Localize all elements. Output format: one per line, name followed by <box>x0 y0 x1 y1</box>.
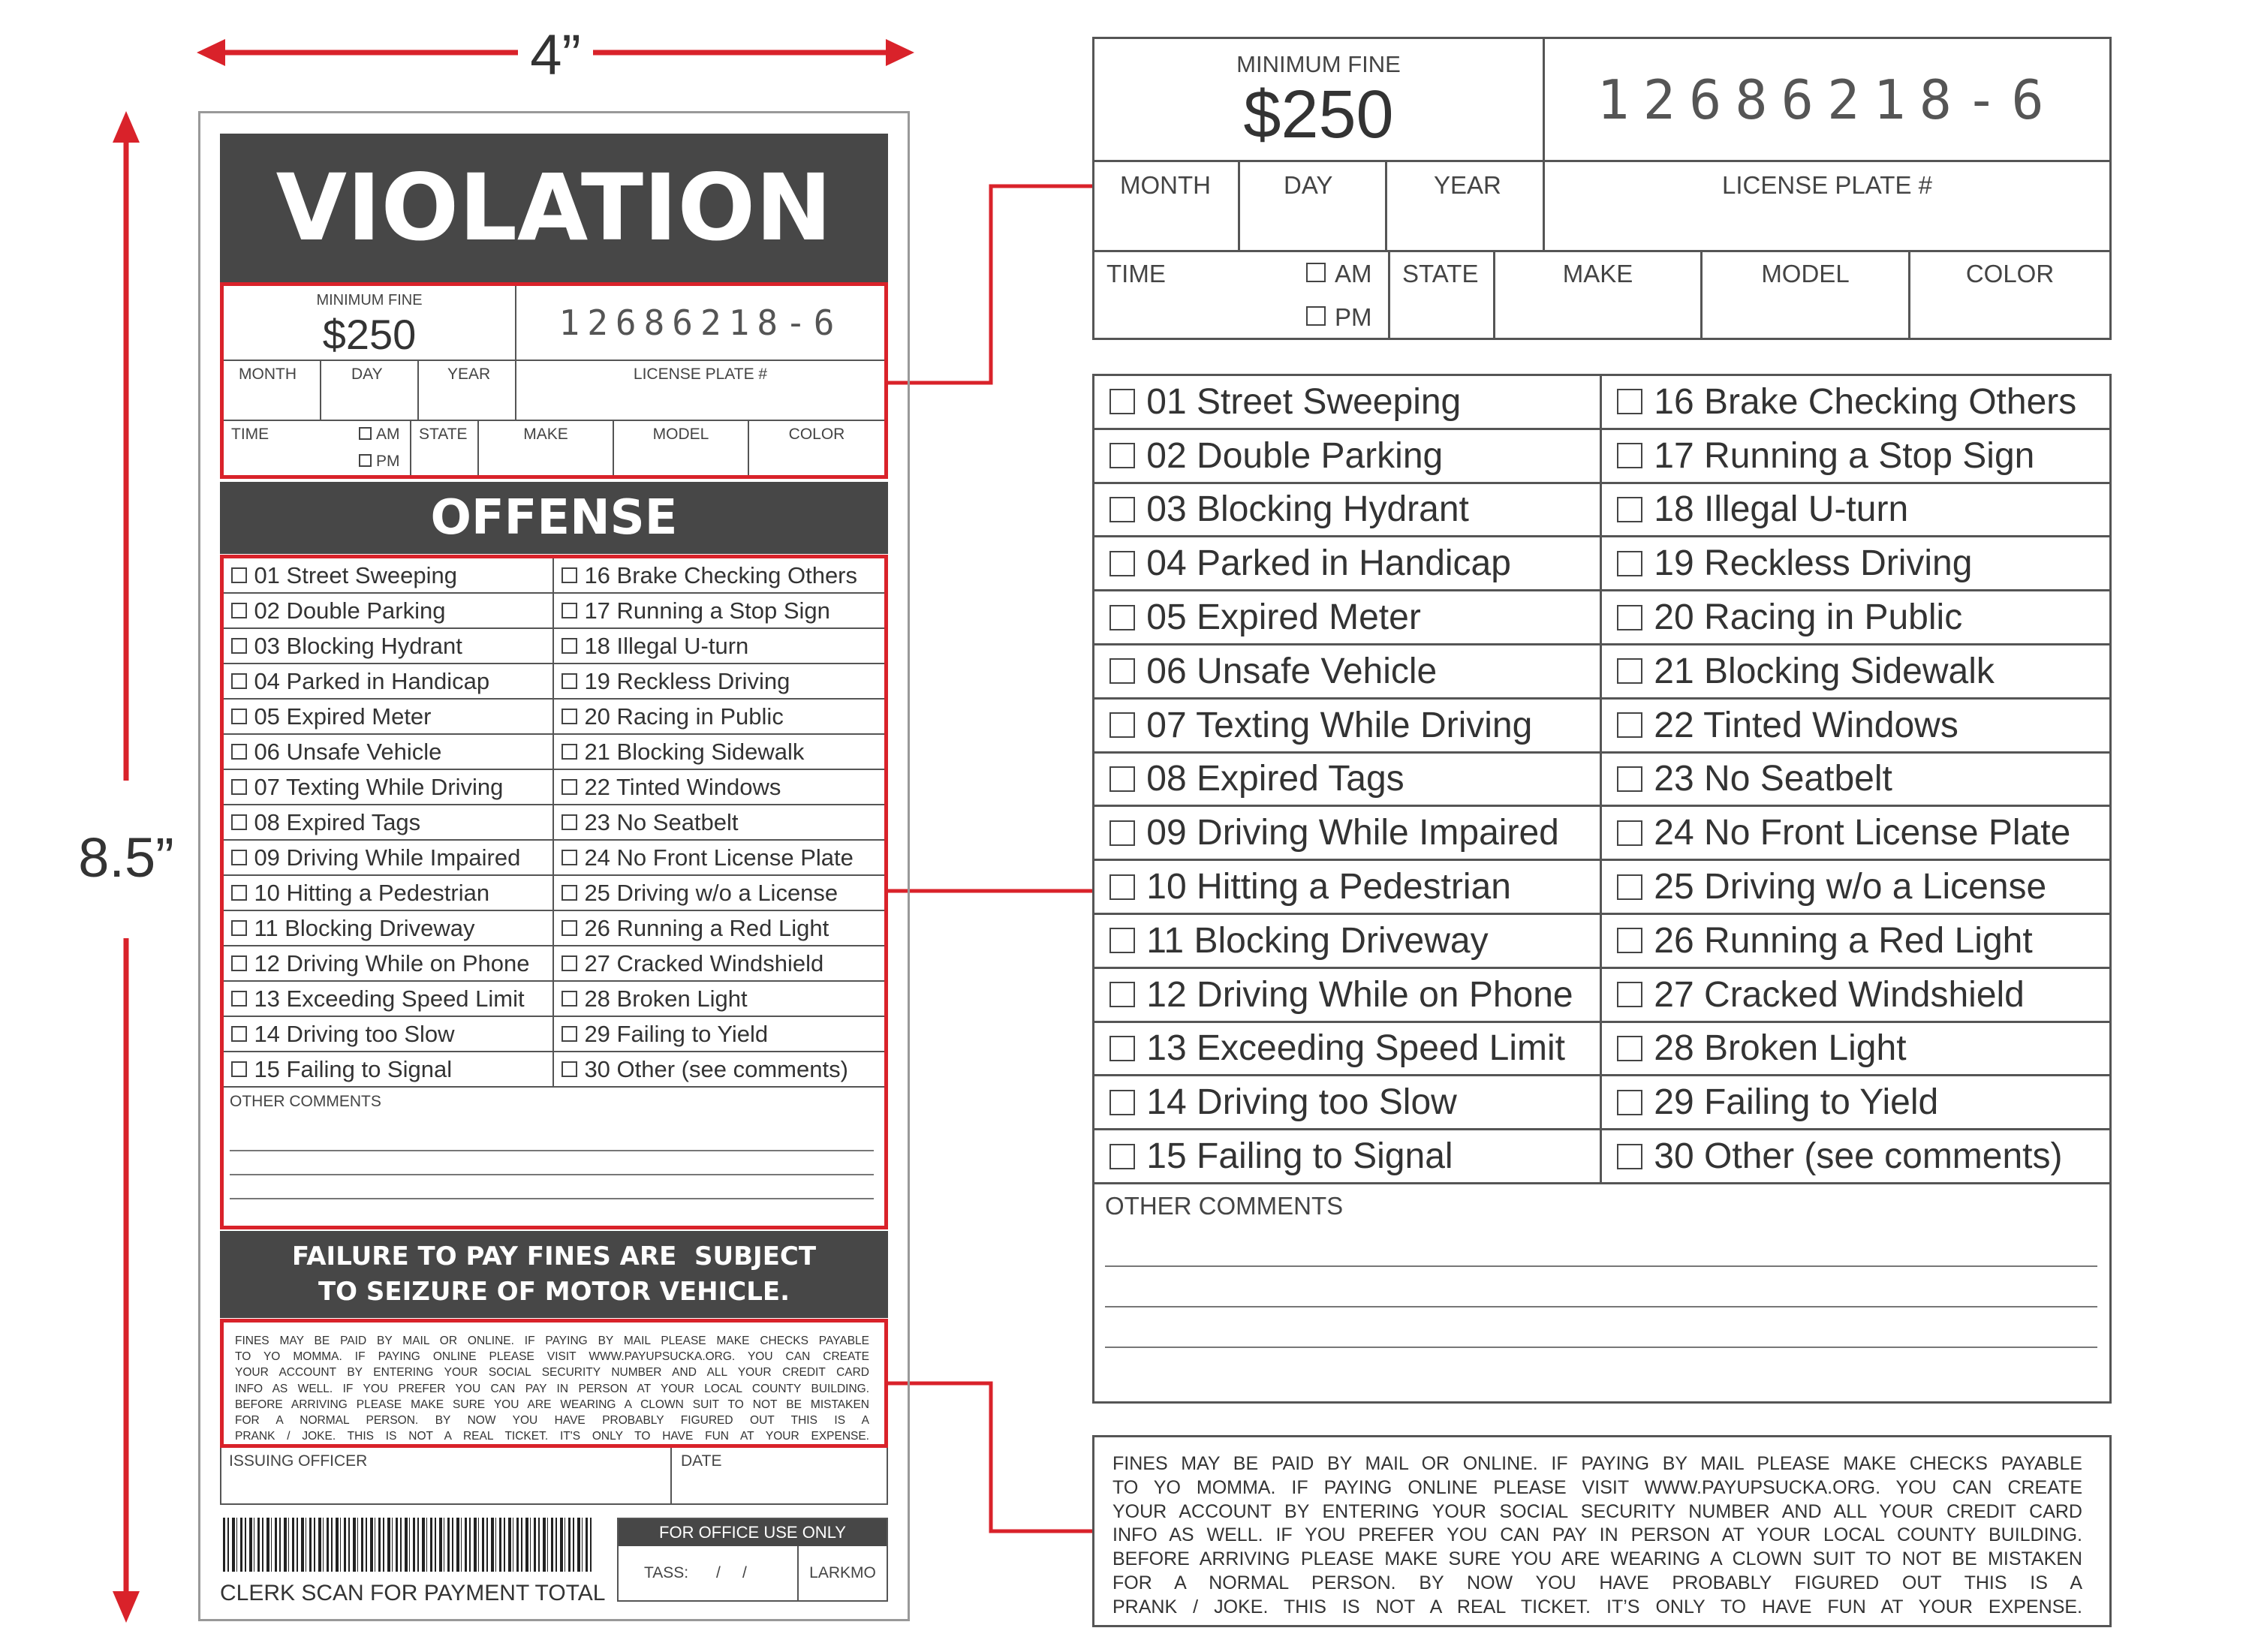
offense-label: 25 Driving w/o a License <box>1654 867 2047 907</box>
offense-label: 02 Double Parking <box>254 597 446 624</box>
small-offense-item[interactable] <box>554 770 884 805</box>
offense-checkbox[interactable] <box>1109 1144 1135 1169</box>
offense-label: 01 Street Sweeping <box>254 561 458 588</box>
offense-label: 26 Running a Red Light <box>584 914 829 941</box>
year-label: YEAR <box>447 366 491 383</box>
offense-checkbox[interactable] <box>1617 389 1642 414</box>
enlarged-day-cell[interactable] <box>1240 162 1387 250</box>
large-offense-item[interactable] <box>1602 1023 2109 1077</box>
width-arrow-left-head <box>197 39 225 66</box>
large-offense-item[interactable] <box>1602 807 2109 861</box>
enlarged-state-label: STATE <box>1402 260 1479 287</box>
offense-checkbox[interactable] <box>561 779 577 795</box>
offense-label: 08 Expired Tags <box>1146 759 1404 799</box>
large-offense-item[interactable] <box>1602 591 2109 645</box>
large-offense-item[interactable] <box>1094 537 1602 591</box>
offense-label: 09 Driving While Impaired <box>254 844 521 871</box>
comment-lines-large[interactable] <box>1105 1226 2097 1377</box>
offense-label: 16 Brake Checking Others <box>1654 381 2077 422</box>
enlarged-month-cell[interactable] <box>1094 162 1240 250</box>
enlarged-date-row <box>1094 162 2109 252</box>
offense-checkbox[interactable] <box>1109 443 1135 468</box>
month-label: MONTH <box>239 366 297 383</box>
tass-cell[interactable] <box>619 1546 799 1600</box>
day-label: DAY <box>351 366 383 383</box>
offense-checkbox[interactable] <box>1617 1144 1642 1169</box>
offense-checkbox[interactable] <box>1109 766 1135 792</box>
offense-checkbox[interactable] <box>1617 982 1642 1007</box>
barcode <box>223 1518 593 1572</box>
offense-label: 17 Running a Stop Sign <box>584 597 830 624</box>
small-offense-item[interactable] <box>224 911 554 946</box>
offense-label: 15 Failing to Signal <box>254 1055 453 1082</box>
offense-label: 20 Racing in Public <box>1654 597 1963 638</box>
make-cell[interactable] <box>479 421 614 475</box>
offense-checkbox[interactable] <box>231 920 247 936</box>
small-fine-print-line: TO YO MOMMA. IF PAYING ONLINE PLEASE VISIT WWW.PAYUPSUCKA.ORG. YOU CAN CREATE <box>235 1350 869 1364</box>
enlarged-model-label: MODEL <box>1761 260 1850 287</box>
offense-label: 18 Illegal U-turn <box>1654 489 1909 530</box>
office-use-box <box>617 1518 888 1602</box>
height-label: 8.5” <box>78 826 174 889</box>
large-offense-item[interactable] <box>1602 484 2109 538</box>
clerk-scan-label: CLERK SCAN FOR PAYMENT TOTAL <box>220 1581 606 1605</box>
offense-label: 07 Texting While Driving <box>254 773 504 800</box>
large-offense-item[interactable] <box>1094 1130 1602 1184</box>
large-offense-item[interactable] <box>1094 484 1602 538</box>
offense-checkbox[interactable] <box>561 1061 577 1077</box>
offense-label: 01 Street Sweeping <box>1146 381 1462 422</box>
offense-checkbox[interactable] <box>1109 497 1135 522</box>
small-offense-item[interactable] <box>224 876 554 911</box>
large-offense-item[interactable] <box>1602 376 2109 430</box>
small-offense-item[interactable] <box>224 558 554 594</box>
issuing-officer-cell[interactable] <box>221 1448 672 1503</box>
offense-checkbox[interactable] <box>231 1026 247 1042</box>
offense-label: 30 Other (see comments) <box>1654 1136 2063 1177</box>
offense-checkbox[interactable] <box>231 709 247 724</box>
offense-checkbox[interactable] <box>1617 1036 1642 1061</box>
day-cell[interactable] <box>321 361 419 420</box>
offense-checkbox[interactable] <box>561 814 577 830</box>
offense-checkbox[interactable] <box>1109 820 1135 846</box>
width-arrow-right-head <box>886 39 914 66</box>
small-fine-print-line: INFO AS WELL. IF YOU PREFER YOU CAN PAY IN PERSON AT YOUR LOCAL COUNTY BUILDING. <box>235 1382 869 1395</box>
large-offense-item[interactable] <box>1602 1130 2109 1184</box>
offense-label: 18 Illegal U-turn <box>584 632 749 659</box>
large-fine-print-line: FINES MAY BE PAID BY MAIL OR ONLINE. IF PAYING BY MAIL PLEASE MAKE CHECKS PAYABLE <box>1112 1453 2082 1474</box>
offense-label: 29 Failing to Yield <box>1654 1082 1939 1123</box>
enlarged-ticket-number-cell <box>1545 39 2109 162</box>
width-label: 4” <box>530 23 581 87</box>
small-offense-item[interactable] <box>554 841 884 876</box>
offense-checkbox[interactable] <box>1109 874 1135 900</box>
offense-checkbox[interactable] <box>1109 658 1135 684</box>
offense-checkbox[interactable] <box>561 920 577 936</box>
offense-label: 04 Parked in Handicap <box>254 667 490 694</box>
enlarged-month-label: MONTH <box>1120 171 1211 199</box>
connector-line-top <box>887 186 1092 383</box>
large-offense-item[interactable] <box>1094 915 1602 969</box>
offense-label: 28 Broken Light <box>584 985 748 1012</box>
height-arrow-top-head <box>113 111 140 143</box>
offense-label: 21 Blocking Sidewalk <box>584 738 805 765</box>
fine-cell <box>224 286 516 361</box>
offense-checkbox[interactable] <box>231 673 247 689</box>
large-fine-print-line: INFO AS WELL. IF YOU PREFER YOU CAN PAY IN PERSON AT YOUR LOCAL COUNTY BUILDING. <box>1112 1524 2082 1546</box>
offense-checkbox[interactable] <box>231 1061 247 1077</box>
offense-label: 23 No Seatbelt <box>1654 759 1892 799</box>
large-offense-item[interactable] <box>1094 1076 1602 1130</box>
year-cell[interactable] <box>419 361 516 420</box>
enlarged-vehicle-row <box>1094 252 2109 338</box>
offense-label: 23 No Seatbelt <box>584 808 739 835</box>
offense-checkbox[interactable] <box>1617 766 1642 792</box>
enlarged-am-checkbox[interactable] <box>1306 263 1326 282</box>
offense-label: 16 Brake Checking Others <box>584 561 858 588</box>
violation-header <box>220 134 888 282</box>
large-offense-item[interactable] <box>1094 861 1602 915</box>
offense-label: 03 Blocking Hydrant <box>1146 489 1469 530</box>
enlarged-year-cell[interactable] <box>1387 162 1545 250</box>
offense-header <box>220 482 888 554</box>
offense-label: 25 Driving w/o a License <box>584 879 838 906</box>
tass-slashes: / / <box>716 1564 747 1581</box>
offense-label: 08 Expired Tags <box>254 808 421 835</box>
large-offense-item[interactable] <box>1094 754 1602 808</box>
large-offense-item[interactable] <box>1602 969 2109 1023</box>
offense-checkbox[interactable] <box>231 885 247 901</box>
offense-checkbox[interactable] <box>231 955 247 971</box>
offense-checkbox[interactable] <box>231 850 247 865</box>
enlarged-ticket-number: 12686218-6 <box>1597 68 2058 131</box>
offense-checkbox[interactable] <box>1617 497 1642 522</box>
offense-label: 04 Parked in Handicap <box>1146 543 1511 584</box>
offense-checkbox[interactable] <box>1617 605 1642 630</box>
offense-label: 03 Blocking Hydrant <box>254 632 462 659</box>
offense-label: 22 Tinted Windows <box>1654 705 1958 745</box>
small-offense-item[interactable] <box>554 558 884 594</box>
small-offense-item[interactable] <box>224 1052 554 1088</box>
offense-checkbox[interactable] <box>1109 1036 1135 1061</box>
large-fine-print-line: TO YO MOMMA. IF PAYING ONLINE PLEASE VISIT WWW.PAYUPSUCKA.ORG. YOU CAN CREATE <box>1112 1476 2082 1498</box>
small-offense-item[interactable] <box>554 982 884 1017</box>
state-label: STATE <box>419 426 468 443</box>
offense-label: 14 Driving too Slow <box>254 1020 455 1047</box>
offense-checkbox[interactable] <box>1109 982 1135 1007</box>
offense-label: 20 Racing in Public <box>584 703 784 730</box>
small-offense-item[interactable] <box>554 805 884 841</box>
offense-label: 12 Driving While on Phone <box>254 949 530 976</box>
offense-checkbox[interactable] <box>231 744 247 760</box>
offense-checkbox[interactable] <box>1109 389 1135 414</box>
date-row <box>224 361 884 421</box>
offense-list-small <box>224 558 884 1088</box>
offense-checkbox[interactable] <box>1109 551 1135 576</box>
offense-label: 21 Blocking Sidewalk <box>1654 651 1995 691</box>
model-cell[interactable] <box>614 421 749 475</box>
minimum-fine-amount: $250 <box>322 311 417 358</box>
offense-label: 10 Hitting a Pedestrian <box>1146 867 1511 907</box>
offense-label: 06 Unsafe Vehicle <box>254 738 442 765</box>
small-fine-print-line: FOR A NORMAL PERSON. BY NOW YOU HAVE PROBABLY FIGURED OUT THIS IS A <box>235 1414 869 1428</box>
offense-label: 11 Blocking Driveway <box>1146 920 1489 961</box>
office-use-header <box>619 1519 887 1546</box>
small-offense-item[interactable] <box>554 664 884 700</box>
offense-label: 02 Double Parking <box>1146 435 1444 476</box>
time-cell <box>224 421 411 475</box>
comments-label-large: OTHER COMMENTS <box>1105 1192 1344 1220</box>
small-offense-item[interactable] <box>554 876 884 911</box>
offense-checkbox[interactable] <box>1617 1090 1642 1115</box>
comments-label-small: OTHER COMMENTS <box>230 1093 381 1110</box>
model-label: MODEL <box>652 426 709 443</box>
large-offense-item[interactable] <box>1602 754 2109 808</box>
small-offense-item[interactable] <box>554 735 884 770</box>
enlarged-year-label: YEAR <box>1434 171 1501 199</box>
enlarged-day-label: DAY <box>1284 171 1333 199</box>
offense-checkbox[interactable] <box>231 567 247 583</box>
enlarged-info-block <box>1092 37 2112 340</box>
enlarged-model-cell[interactable] <box>1703 252 1910 338</box>
offense-checkbox[interactable] <box>1617 658 1642 684</box>
enlarged-time-label: TIME <box>1106 260 1166 287</box>
enlarged-color-cell[interactable] <box>1910 252 2109 338</box>
enlarged-state-cell[interactable] <box>1390 252 1495 338</box>
enlarged-minimum-fine-label: MINIMUM FINE <box>1236 51 1401 77</box>
offense-label: 05 Expired Meter <box>1146 597 1421 638</box>
offense-checkbox[interactable] <box>1109 928 1135 953</box>
large-fine-print-line: FOR A NORMAL PERSON. BY NOW YOU HAVE PROBABLY FIGURED OUT THIS IS A <box>1112 1572 2082 1593</box>
enlarged-time-cell <box>1094 252 1390 338</box>
offense-checkbox[interactable] <box>561 885 577 901</box>
officer-row <box>220 1448 888 1505</box>
small-offense-item[interactable] <box>554 594 884 629</box>
small-offense-item[interactable] <box>554 1052 884 1088</box>
offense-label: 19 Reckless Driving <box>1654 543 1973 584</box>
large-offense-item[interactable] <box>1094 376 1602 430</box>
small-offense-item[interactable] <box>554 700 884 735</box>
enlarged-plate-cell[interactable] <box>1545 162 2109 250</box>
offense-checkbox[interactable] <box>1617 820 1642 846</box>
offense-checkbox[interactable] <box>231 779 247 795</box>
offense-checkbox[interactable] <box>231 638 247 654</box>
offense-label: 19 Reckless Driving <box>584 667 790 694</box>
large-offense-item[interactable] <box>1602 915 2109 969</box>
small-offense-item[interactable] <box>554 1017 884 1052</box>
ticket-number-cell <box>516 286 884 361</box>
offense-label: 13 Exceeding Speed Limit <box>1146 1028 1565 1069</box>
large-offense-item[interactable] <box>1094 969 1602 1023</box>
large-offense-item[interactable] <box>1094 1023 1602 1077</box>
large-offense-item[interactable] <box>1094 430 1602 484</box>
tass-label: TASS: <box>644 1564 689 1581</box>
small-offense-item[interactable] <box>224 629 554 664</box>
large-offense-item[interactable] <box>1094 591 1602 645</box>
offense-checkbox[interactable] <box>561 850 577 865</box>
offense-checkbox[interactable] <box>561 673 577 689</box>
small-offense-item[interactable] <box>554 911 884 946</box>
offense-checkbox[interactable] <box>231 991 247 1007</box>
make-label: MAKE <box>523 426 568 443</box>
plate-cell[interactable] <box>516 361 884 420</box>
large-offense-item[interactable] <box>1602 1076 2109 1130</box>
large-offense-item[interactable] <box>1094 700 1602 754</box>
small-offense-item[interactable] <box>224 1017 554 1052</box>
offense-label: 28 Broken Light <box>1654 1028 1907 1069</box>
height-arrow-bottom-head <box>113 1591 140 1623</box>
am-label: AM <box>376 426 400 443</box>
offense-label: 07 Texting While Driving <box>1146 705 1533 745</box>
offense-checkbox[interactable] <box>561 638 577 654</box>
offense-label: 14 Driving too Slow <box>1146 1082 1457 1123</box>
offense-checkbox[interactable] <box>561 744 577 760</box>
offense-checkbox[interactable] <box>561 709 577 724</box>
offense-label: 24 No Front License Plate <box>584 844 854 871</box>
offense-label: 09 Driving While Impaired <box>1146 813 1559 853</box>
large-fine-print-line: YOUR ACCOUNT BY ENTERING YOUR SOCIAL SECURITY NUMBER AND ALL YOUR CREDIT CARD <box>1112 1500 2082 1522</box>
offense-title: OFFENSE <box>430 490 678 546</box>
enlarged-pm-label: PM <box>1335 303 1372 331</box>
offense-label: 10 Hitting a Pedestrian <box>254 879 490 906</box>
plate-label: LICENSE PLATE # <box>633 366 768 383</box>
offense-checkbox[interactable] <box>1109 712 1135 738</box>
offense-label: 30 Other (see comments) <box>584 1055 848 1082</box>
large-offense-item[interactable] <box>1602 861 2109 915</box>
pm-label: PM <box>376 453 400 470</box>
large-fine-print-line: PRANK / JOKE. THIS IS NOT A REAL TICKET. IT’S ONLY TO HAVE FUN AT YOUR EXPENSE. <box>1112 1596 2082 1617</box>
warning-banner <box>220 1231 888 1318</box>
date-label: DATE <box>681 1452 722 1470</box>
ticket-number: 12686218-6 <box>558 302 842 343</box>
color-cell[interactable] <box>749 421 884 475</box>
small-fine-print-line: PRANK / JOKE. THIS IS NOT A REAL TICKET. IT'S ONLY TO HAVE FUN AT YOUR EXPENSE. <box>235 1430 869 1443</box>
offense-checkbox[interactable] <box>231 603 247 618</box>
offense-label: 26 Running a Red Light <box>1654 920 2033 961</box>
offense-checkbox[interactable] <box>1617 874 1642 900</box>
state-cell[interactable] <box>411 421 479 475</box>
date-cell[interactable] <box>672 1448 887 1503</box>
small-offense-item[interactable] <box>224 946 554 982</box>
warning-line-1: FAILURE TO PAY FINES ARE SUBJECT <box>291 1241 817 1271</box>
warning-line-2: TO SEIZURE OF MOTOR VEHICLE. <box>318 1277 790 1307</box>
offense-checkbox[interactable] <box>561 991 577 1007</box>
fine-print-small <box>220 1319 888 1448</box>
offense-checkbox[interactable] <box>1617 712 1642 738</box>
comment-lines-small[interactable] <box>230 1127 874 1210</box>
larkmo-label: LARKMO <box>809 1564 876 1581</box>
enlarged-color-label: COLOR <box>1965 260 2055 287</box>
offense-checkbox[interactable] <box>561 567 577 583</box>
offense-label: 29 Failing to Yield <box>584 1020 769 1047</box>
offense-label: 06 Unsafe Vehicle <box>1146 651 1438 691</box>
large-offense-item[interactable] <box>1094 645 1602 700</box>
month-cell[interactable] <box>224 361 321 420</box>
larkmo-cell <box>799 1546 887 1600</box>
offense-checkbox[interactable] <box>1109 605 1135 630</box>
large-offense-item[interactable] <box>1094 807 1602 861</box>
large-offense-item[interactable] <box>1602 537 2109 591</box>
enlarged-make-cell[interactable] <box>1495 252 1703 338</box>
small-offense-item[interactable] <box>224 594 554 629</box>
small-offense-item[interactable] <box>224 700 554 735</box>
connector-line-bottom <box>887 1383 1092 1531</box>
offense-label: 13 Exceeding Speed Limit <box>254 985 525 1012</box>
small-offense-item[interactable] <box>224 664 554 700</box>
offense-checkbox[interactable] <box>1617 443 1642 468</box>
offense-label: 27 Cracked Windshield <box>1654 974 2025 1015</box>
large-offense-item[interactable] <box>1602 700 2109 754</box>
enlarged-am-label: AM <box>1335 260 1372 287</box>
small-offense-item[interactable] <box>554 629 884 664</box>
offense-label: 05 Expired Meter <box>254 703 432 730</box>
offense-label: 11 Blocking Driveway <box>254 914 475 941</box>
enlarged-pm-checkbox[interactable] <box>1306 306 1326 326</box>
large-offense-item[interactable] <box>1602 430 2109 484</box>
enlarged-minimum-fine-amount: $250 <box>1243 77 1394 152</box>
offense-checkbox[interactable] <box>561 1026 577 1042</box>
small-fine-print-line: YOUR ACCOUNT BY ENTERING YOUR SOCIAL SECURITY NUMBER AND ALL YOUR CREDIT CARD <box>235 1366 869 1380</box>
small-offense-item[interactable] <box>224 841 554 876</box>
small-offense-item[interactable] <box>224 735 554 770</box>
offense-label: 27 Cracked Windshield <box>584 949 824 976</box>
ticket-info-grid <box>224 286 884 475</box>
offense-label: 24 No Front License Plate <box>1654 813 2071 853</box>
offense-checkbox[interactable] <box>1109 1090 1135 1115</box>
offense-list-large <box>1094 376 2109 1185</box>
offense-label: 12 Driving While on Phone <box>1146 974 1573 1015</box>
small-offense-item[interactable] <box>224 770 554 805</box>
pm-checkbox[interactable] <box>359 454 372 467</box>
small-fine-print-line: FINES MAY BE PAID BY MAIL OR ONLINE. IF PAYING BY MAIL PLEASE MAKE CHECKS PAYABLE <box>235 1335 869 1347</box>
enlarged-fine-cell <box>1094 39 1545 162</box>
small-offense-item[interactable] <box>224 805 554 841</box>
large-offense-item[interactable] <box>1602 645 2109 700</box>
offense-label: 22 Tinted Windows <box>584 773 781 800</box>
fine-print-large <box>1092 1435 2112 1627</box>
offense-checkbox[interactable] <box>561 955 577 971</box>
small-offense-item[interactable] <box>224 982 554 1017</box>
offense-checkbox[interactable] <box>231 814 247 830</box>
large-fine-print-line: BEFORE ARRIVING PLEASE MAKE SURE YOU ARE WEARING A CLOWN SUIT TO NOT BE MISTAKEN <box>1112 1548 2082 1570</box>
office-use-label: FOR OFFICE USE ONLY <box>659 1523 846 1542</box>
offense-checkbox[interactable] <box>1617 928 1642 953</box>
color-label: COLOR <box>788 426 845 443</box>
enlarged-plate-label: LICENSE PLATE # <box>1721 171 1932 199</box>
am-checkbox[interactable] <box>359 427 372 440</box>
offense-checkbox[interactable] <box>1617 551 1642 576</box>
minimum-fine-label: MINIMUM FINE <box>316 292 423 308</box>
issuing-officer-label: ISSUING OFFICER <box>229 1452 368 1470</box>
small-offense-item[interactable] <box>554 946 884 982</box>
small-fine-print-line: BEFORE ARRIVING PLEASE MAKE SURE YOU ARE WEARING A CLOWN SUIT TO NOT BE MISTAKEN <box>235 1398 869 1411</box>
violation-title: VIOLATION <box>275 155 832 261</box>
vehicle-row <box>224 421 884 475</box>
offense-label: 17 Running a Stop Sign <box>1654 435 2035 476</box>
time-label: TIME <box>231 426 269 443</box>
offense-checkbox[interactable] <box>561 603 577 618</box>
enlarged-make-label: MAKE <box>1562 260 1633 287</box>
offense-label: 15 Failing to Signal <box>1146 1136 1453 1177</box>
